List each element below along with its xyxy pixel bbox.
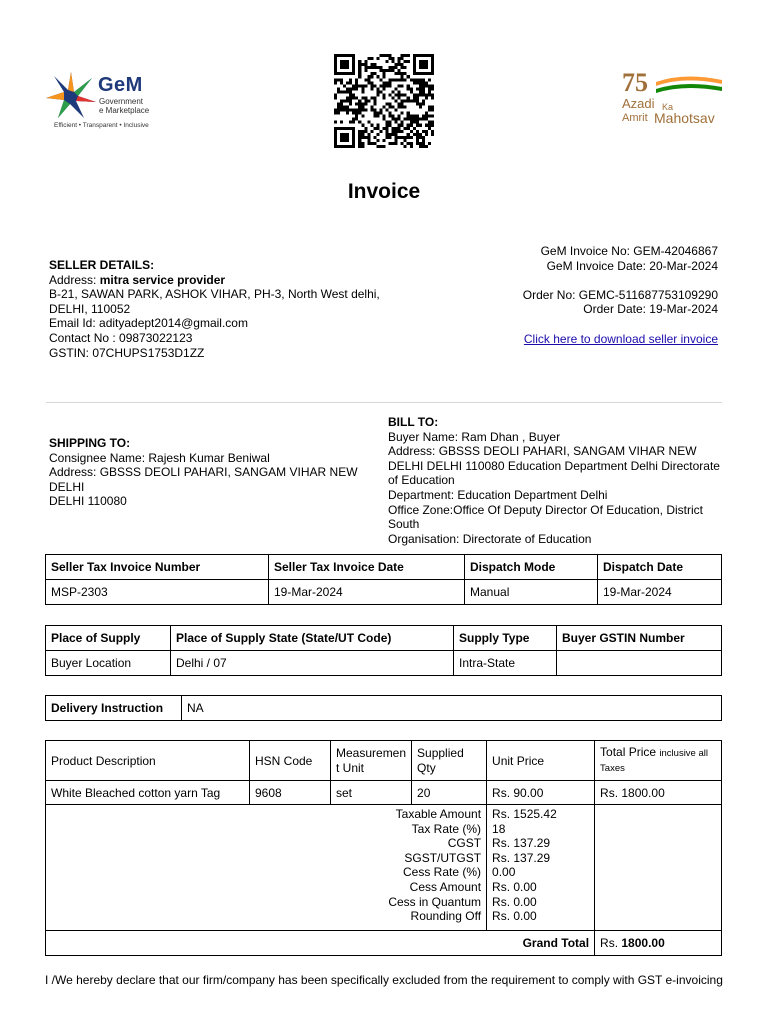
tax-value: Rs. 137.29 xyxy=(492,850,551,865)
shipping-address-3: DELHI 110080 xyxy=(49,494,127,509)
delivery-label: Delivery Instruction xyxy=(46,696,182,721)
table-row xyxy=(46,580,722,605)
gem-logo-line2: e Marketplace xyxy=(99,106,150,115)
table-header-row xyxy=(46,741,722,781)
table-header-cell: Place of Supply State (State/UT Code) xyxy=(171,626,454,651)
seller-contact: Contact No : 09873022123 xyxy=(49,330,193,345)
gem-logo-line1: Government xyxy=(99,97,144,106)
bill-to-details xyxy=(388,415,720,546)
header-unit-price: Unit Price xyxy=(487,741,595,781)
table-cell: 19-Mar-2024 xyxy=(269,580,465,605)
grand-total-label: Grand Total xyxy=(46,931,595,956)
tax-value: Rs. 0.00 xyxy=(492,879,537,894)
bill-to-address-3: of Education xyxy=(388,473,455,488)
azadi-logo-line2: Amrit xyxy=(622,112,648,124)
gem-logo xyxy=(44,70,164,132)
tax-labels-cell xyxy=(46,805,487,931)
tax-value: Rs. 137.29 xyxy=(492,836,551,851)
header-total-label: Total Price xyxy=(600,744,657,759)
table-header-cell: Dispatch Mode xyxy=(465,555,598,580)
table-header-cell: Buyer GSTIN Number xyxy=(557,626,722,651)
header-product-description: Product Description xyxy=(46,741,250,781)
declaration-text: I /We hereby declare that our firm/company has been specifically excluded from the requirement to comply with GST e-invoicing xyxy=(45,973,723,987)
invoice-date: GeM Invoice Date: 20-Mar-2024 xyxy=(546,258,718,273)
table-cell: Delhi / 07 xyxy=(171,651,454,676)
table-header-cell: Supply Type xyxy=(454,626,557,651)
azadi-logo-number: 75 xyxy=(622,68,648,97)
table-cell: Intra-State xyxy=(454,651,557,676)
header-measurement-unit xyxy=(331,741,412,781)
shipping-details xyxy=(49,436,358,509)
tax-label: Tax Rate (%) xyxy=(411,821,482,836)
seller-address-2: DELHI, 110052 xyxy=(49,301,131,316)
page-title: Invoice xyxy=(347,180,421,203)
header-unit-line2: t Unit xyxy=(336,760,365,775)
tax-value: Rs. 0.00 xyxy=(492,894,537,909)
gem-logo-mark: GeM xyxy=(98,74,143,96)
tax-label: Rounding Off xyxy=(410,909,482,924)
header-supplied-qty xyxy=(412,741,487,781)
table-header-row xyxy=(46,555,722,580)
table-row xyxy=(46,696,722,721)
seller-address-label: Address: xyxy=(49,272,100,287)
bill-to-organisation: Organisation: Directorate of Education xyxy=(388,531,592,546)
delivery-table xyxy=(45,695,722,721)
table-header-cell: Dispatch Date xyxy=(598,555,722,580)
table-row xyxy=(46,651,722,676)
bill-to-zone-1: Office Zone:Office Of Deputy Director Of Education, District xyxy=(388,502,704,517)
invoice-number: GeM Invoice No: GEM-42046867 xyxy=(540,244,718,258)
table-header-cell: Seller Tax Invoice Number xyxy=(46,555,269,580)
bill-to-department: Department: Education Department Delhi xyxy=(388,487,608,502)
bill-to-address-1: Address: GBSSS DEOLI PAHARI, SANGAM VIHAR NEW xyxy=(388,444,697,459)
table-cell: MSP-2303 xyxy=(46,580,269,605)
tax-value: Rs. 1525.42 xyxy=(492,807,557,821)
seller-address-line xyxy=(49,273,380,288)
azadi-logo xyxy=(620,70,730,132)
azadi-logo-ka: Ka xyxy=(662,102,674,112)
tax-label: Cess in Quantum xyxy=(388,894,482,909)
tax-breakdown-row xyxy=(46,805,722,931)
grand-total-prefix: Rs. xyxy=(600,936,622,950)
tax-label: Taxable Amount xyxy=(395,807,482,821)
seller-name: mitra service provider xyxy=(99,272,226,287)
shipping-address-1: Address: GBSSS DEOLI PAHARI, SANGAM VIHAR NEW xyxy=(49,465,358,480)
header-unit-line1: Measuremen xyxy=(336,745,407,760)
shipping-heading: SHIPPING TO: xyxy=(49,436,131,450)
table-cell: Manual xyxy=(465,580,598,605)
tax-label: CGST xyxy=(447,836,482,851)
product-unit: set xyxy=(331,781,412,805)
delivery-value: NA xyxy=(182,696,722,721)
shipping-address-2: DELHI xyxy=(49,479,85,494)
tax-label: SGST/UTGST xyxy=(404,850,482,865)
bill-to-heading: BILL TO: xyxy=(388,415,439,429)
header-total-note: inclusive all xyxy=(659,747,708,759)
bill-to-zone-2: South xyxy=(388,517,420,532)
tax-value: 0.00 xyxy=(492,865,516,880)
table-row xyxy=(46,781,722,805)
shipping-consignee: Consignee Name: Rajesh Kumar Beniwal xyxy=(49,450,270,465)
table-cell: 19-Mar-2024 xyxy=(598,580,722,605)
product-total: Rs. 1800.00 xyxy=(595,781,722,805)
table-header-cell: Seller Tax Invoice Date xyxy=(269,555,465,580)
bill-to-buyer: Buyer Name: Ram Dhan , Buyer xyxy=(388,429,561,444)
table-cell xyxy=(557,651,722,676)
tax-label: Cess Rate (%) xyxy=(403,865,482,880)
product-price: Rs. 90.00 xyxy=(487,781,595,805)
seller-gstin: GSTIN: 07CHUPS1753D1ZZ xyxy=(49,345,205,360)
tax-value: Rs. 0.00 xyxy=(492,909,537,924)
gem-logo-tagline: Efficient • Transparent • Inclusive xyxy=(54,122,149,129)
seller-details xyxy=(49,258,380,360)
flag-swoosh-icon xyxy=(654,74,724,96)
product-description: White Bleached cotton yarn Tag xyxy=(46,781,250,805)
header-hsn-code: HSN Code xyxy=(250,741,331,781)
table-header-row xyxy=(46,626,722,651)
tax-value: 18 xyxy=(492,821,506,836)
table-header-cell: Place of Supply xyxy=(46,626,171,651)
azadi-logo-line1: Azadi xyxy=(622,96,655,111)
order-date: Order Date: 19-Mar-2024 xyxy=(583,302,718,317)
header-total-note-2: Taxes xyxy=(600,762,625,774)
grand-total-value: 1800.00 xyxy=(621,936,665,950)
seller-address-1: B-21, SAWAN PARK, ASHOK VIHAR, PH-3, North West delhi, xyxy=(49,287,380,302)
gem-star-icon xyxy=(44,70,98,120)
azadi-logo-line3: Mahotsav xyxy=(654,110,715,126)
grand-total-row xyxy=(46,931,722,956)
table-cell: Buyer Location xyxy=(46,651,171,676)
invoice-meta xyxy=(523,244,718,346)
tax-values-cell xyxy=(487,805,595,931)
header-qty-line1: Supplied xyxy=(417,745,464,760)
supply-table xyxy=(45,625,722,676)
tax-empty-cell xyxy=(595,805,722,931)
header-total-price xyxy=(595,741,722,781)
bill-to-address-2: DELHI DELHI 110080 Education Department Delhi Directorate xyxy=(388,458,720,473)
product-hsn: 9608 xyxy=(250,781,331,805)
order-number: Order No: GEMC-511687753109290 xyxy=(522,287,718,302)
header-qty-line2: Qty xyxy=(417,760,436,775)
seller-heading: SELLER DETAILS: xyxy=(49,258,155,272)
download-seller-invoice-link[interactable]: Click here to download seller invoice xyxy=(523,331,718,346)
qr-code xyxy=(334,54,434,148)
tax-label: Cess Amount xyxy=(409,879,482,894)
section-divider xyxy=(46,402,722,403)
dispatch-table xyxy=(45,554,722,605)
seller-email: Email Id: adityadept2014@gmail.com xyxy=(49,316,248,331)
product-table xyxy=(45,740,722,956)
grand-total-value-cell xyxy=(595,931,722,956)
product-qty: 20 xyxy=(412,781,487,805)
